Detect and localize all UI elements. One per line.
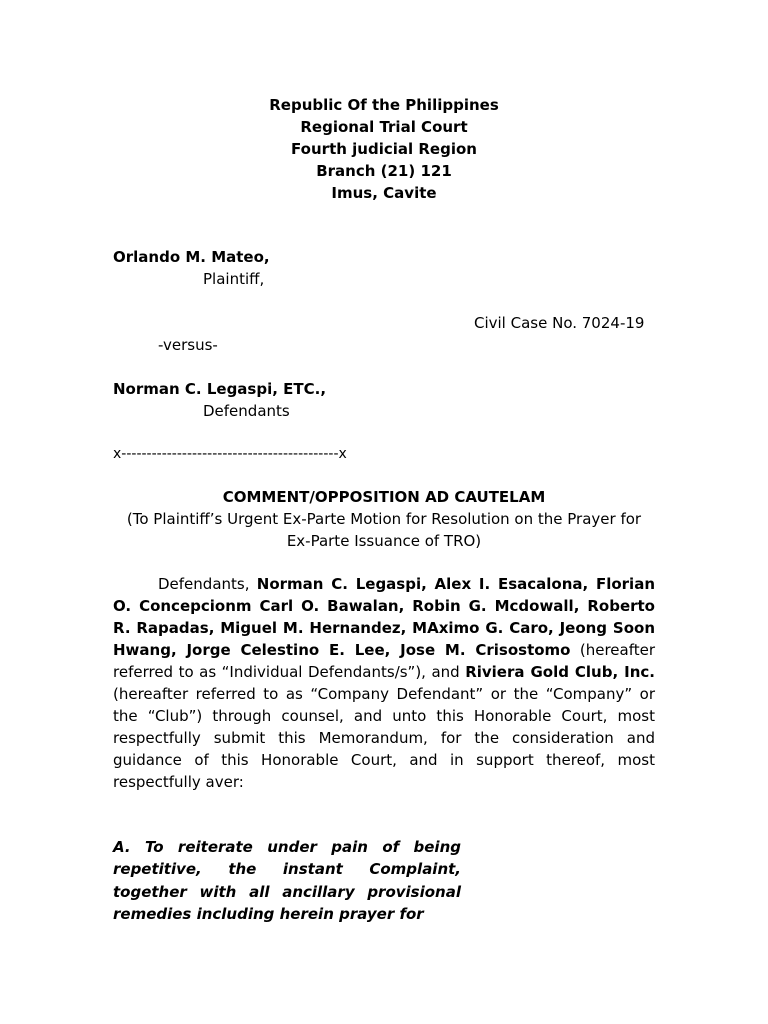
court-region: Fourth judicial Region: [291, 140, 477, 158]
body-paragraph: [113, 573, 655, 793]
defendant-name: Norman C. Legaspi, ETC.,: [113, 380, 327, 398]
paragraph-mid: (hereafter referred to as “Individual Defendants/s”), and: [113, 641, 655, 681]
document-subtitle: (To Plaintiff’s Urgent Ex-Parte Motion for Resolution on the Prayer for Ex-Parte Issuance of TRO): [126, 510, 642, 550]
defendants-list: Norman C. Legaspi, Alex I. Esacalona, Florian O. Concepcionm Carl O. Bawalan, Robin G. Mcdowall, Roberto R. Rapadas, Miguel M. Hernandez, MAximo G. Caro, Jeong Soon Hwang, Jorge Celestino E. Lee, Jose M. Crisostomo: [113, 575, 656, 659]
caption-separator: x-------------------------------------------x: [113, 446, 347, 462]
company-name: Riviera Gold Club, Inc.: [465, 663, 655, 681]
court-header: [0, 94, 768, 204]
document-title: COMMENT/OPPOSITION AD CAUTELAM: [222, 488, 546, 506]
paragraph-intro: Defendants,: [158, 575, 257, 593]
court-republic: Republic Of the Philippines: [269, 96, 499, 114]
court-location: Imus, Cavite: [331, 184, 437, 202]
paragraph-rest: (hereafter referred to as “Company Defendant” or the “Company” or the “Club”) through counsel, and unto this Honorable Court, most respectfully submit this Memorandum, for the consideration and guidance of this Honorable Court, and in support thereof, most respectfully aver:: [113, 685, 655, 791]
document-title-block: [113, 486, 655, 552]
plaintiff-role: Plaintiff,: [203, 270, 265, 288]
case-number: Civil Case No. 7024-19: [474, 314, 645, 332]
defendant-role: Defendants: [203, 402, 290, 420]
plaintiff-name: Orlando M. Mateo,: [113, 248, 270, 266]
court-branch: Branch (21) 121: [316, 162, 452, 180]
court-name: Regional Trial Court: [300, 118, 468, 136]
versus-label: -versus-: [158, 336, 218, 354]
section-heading-a: A. To reiterate under pain of being repetitive, the instant Complaint, together with all ancillary provisional remedies including herein prayer for: [113, 838, 461, 923]
